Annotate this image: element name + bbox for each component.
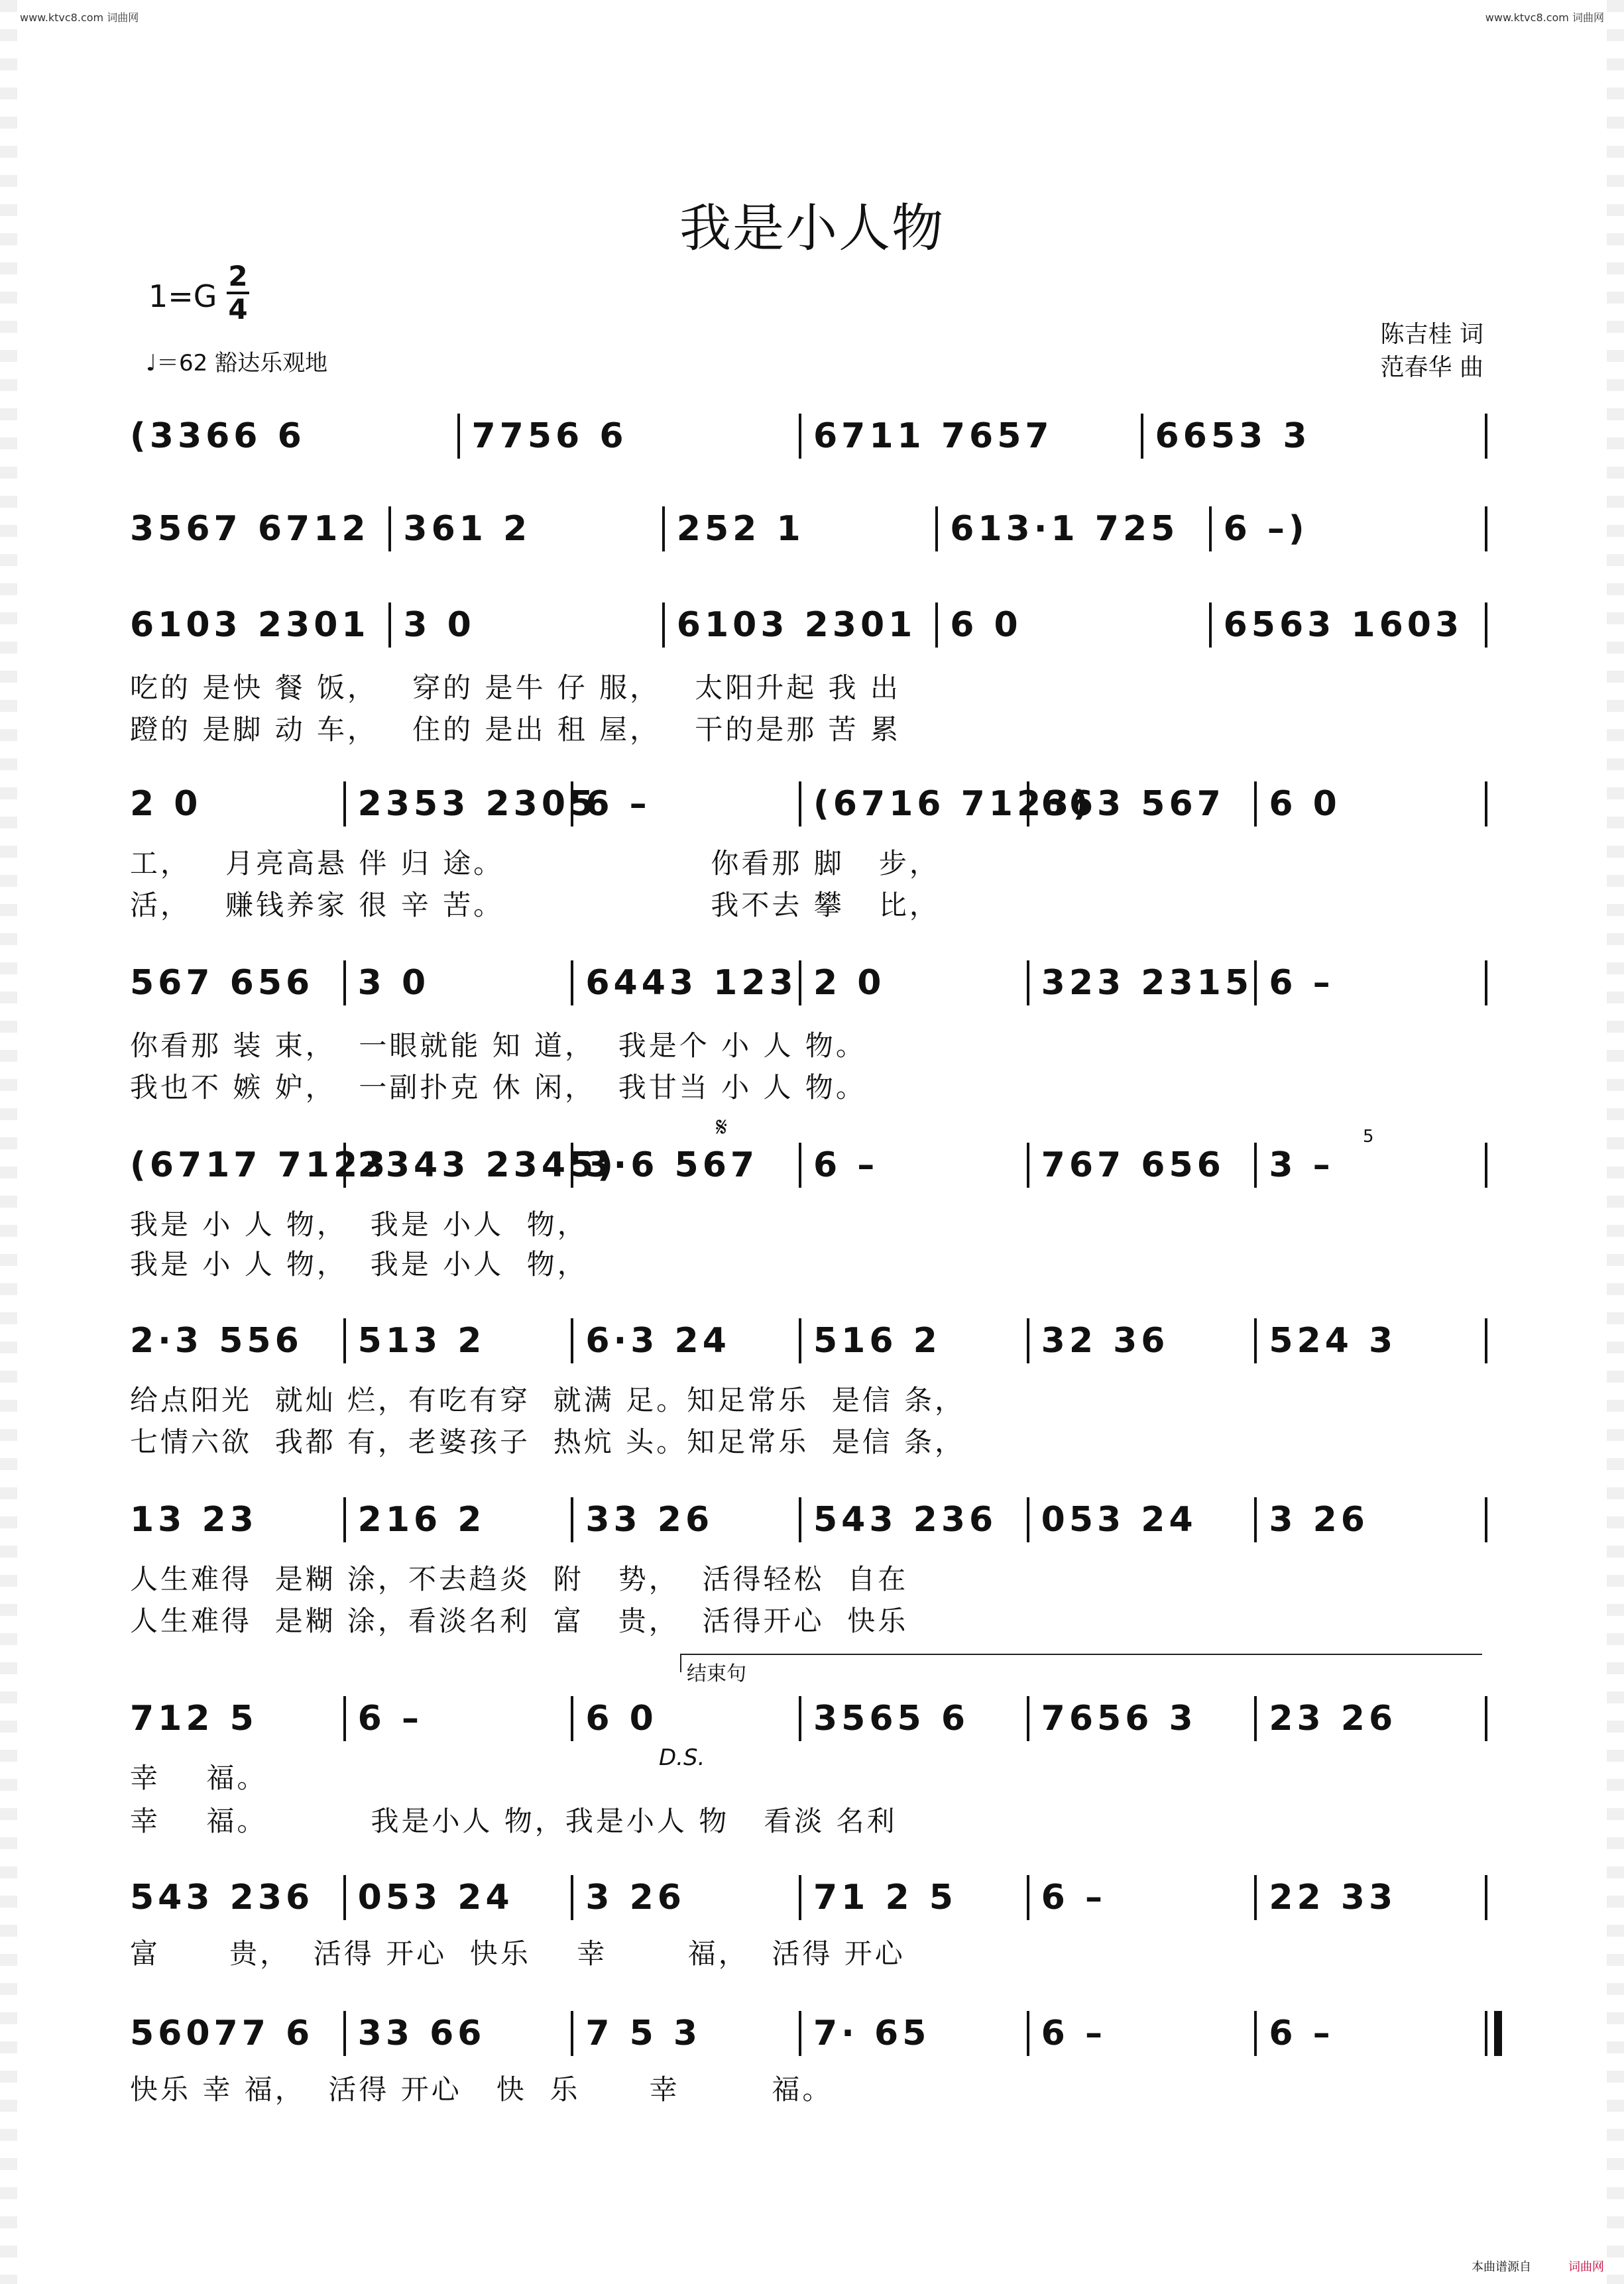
grace-note: 5 [1363, 1127, 1374, 1147]
lyric-line: 吃的 是快 餐 饭， 穿的 是牛 仔 服， 太阳升起 我 出 [130, 671, 901, 704]
measure: 2343 2345) [357, 1145, 617, 1185]
measure: 6103 2301 [676, 605, 917, 645]
barline [1485, 1318, 1487, 1363]
notation-row [125, 504, 1491, 554]
measure: 6711 7657 [813, 416, 1053, 456]
notation-row [125, 1140, 1491, 1190]
measure: 6 – [1269, 963, 1334, 1003]
lyric-line: 人生难得 是糊 涂，看淡名利 富 贵， 活得开心 快乐 [130, 1605, 909, 1637]
measure: 663 567 [1041, 784, 1225, 824]
barline [1485, 960, 1487, 1005]
barline [799, 1497, 801, 1542]
time-top: 2 [228, 260, 248, 292]
coda-bracket [680, 1654, 1482, 1655]
measure: 6·3 24 [585, 1321, 730, 1361]
notation-row [125, 958, 1491, 1008]
barline [1141, 414, 1143, 459]
lyric-line: 幸 福。 我是小人 物，我是小人 物 看淡 名利 [130, 1805, 898, 1837]
measure: 2·3 556 [130, 1321, 303, 1361]
barline [1485, 1696, 1487, 1741]
barline [1254, 1497, 1257, 1542]
coda-label: 结束句 [687, 1662, 746, 1685]
measure: 323 2315 [1041, 963, 1253, 1003]
header-left [20, 9, 139, 25]
barline [1485, 506, 1487, 551]
measure: 7756 6 [471, 416, 628, 456]
lyric-line: 给点阳光 就灿 烂，有吃有穿 就满 足。知足常乐 是信 条， [130, 1384, 966, 1416]
time-bottom: 4 [228, 293, 248, 325]
notation-row [125, 1316, 1491, 1366]
measure: (6716 7123) [813, 784, 1093, 824]
barline [1027, 781, 1029, 827]
header-site: www.ktvc8.com [20, 11, 104, 24]
barline [799, 414, 801, 459]
segno-sign: 𝄋 [716, 1112, 728, 1143]
lyric-line: 工， 月亮高悬 伴 归 途。 你看那 脚 步， [130, 847, 940, 880]
measure: 516 2 [813, 1321, 941, 1361]
barline [343, 2011, 346, 2056]
measure: 3 26 [1269, 1500, 1369, 1540]
barline [343, 960, 346, 1005]
measure: 2 0 [130, 784, 202, 824]
barline [1027, 1318, 1029, 1363]
measure: (6717 7123 [130, 1145, 390, 1185]
measure: 712 5 [130, 1699, 258, 1739]
barline [935, 506, 938, 551]
tempo-marking: ♩＝62 豁达乐观地 [146, 350, 328, 376]
measure: 6 – [585, 784, 651, 824]
coda-bracket-tick [680, 1654, 681, 1672]
measure: 2353 2305 [357, 784, 598, 824]
measure: 3565 6 [813, 1699, 970, 1739]
measure: 23 26 [1269, 1699, 1397, 1739]
barline [343, 1875, 346, 1920]
measure: 6 – [1041, 2014, 1106, 2053]
header-brand: 词曲网 [107, 11, 139, 24]
ds-marking: D.S. [659, 1744, 705, 1771]
barline [571, 1875, 573, 1920]
measure: 252 1 [676, 509, 805, 549]
measure: 22 33 [1269, 1878, 1397, 1917]
notation-row [125, 600, 1491, 650]
notation-row [125, 779, 1491, 829]
notation-row [125, 1693, 1491, 1744]
measure: 216 2 [357, 1500, 486, 1540]
barline [662, 506, 665, 551]
barline [457, 414, 460, 459]
barline [1254, 1143, 1257, 1188]
measure: 13 23 [130, 1500, 258, 1540]
measure: 3 0 [357, 963, 430, 1003]
barline [1027, 1875, 1029, 1920]
measure: 6 – [813, 1145, 879, 1185]
footer-text: 本曲谱源自 [1472, 2260, 1531, 2274]
measure: 6563 1603 [1223, 605, 1464, 645]
barline [799, 1143, 801, 1188]
barline [1027, 1497, 1029, 1542]
measure: 513 2 [357, 1321, 486, 1361]
notation-row [125, 1495, 1491, 1545]
measure: 3 – [1269, 1145, 1334, 1185]
barline [571, 1143, 573, 1188]
measure: 567 656 [130, 963, 314, 1003]
barline [343, 1143, 346, 1188]
measure: 71 2 5 [813, 1878, 957, 1917]
time-signature [227, 262, 249, 323]
measure: 6 – [1041, 1878, 1106, 1917]
barline [1485, 1143, 1487, 1188]
measure: 7 5 3 [585, 2014, 702, 2053]
measure: 3·6 567 [585, 1145, 759, 1185]
barline [1254, 1875, 1257, 1920]
lyric-line: 快乐 幸 福， 活得 开心 快 乐 幸 福。 [130, 2073, 833, 2106]
key-signature: 1=G [148, 278, 217, 314]
measure: 6 0 [585, 1699, 658, 1739]
barline [799, 1875, 801, 1920]
barline [799, 1696, 801, 1741]
measure: (3366 6 [130, 416, 306, 456]
measure: 3 0 [403, 605, 475, 645]
measure: 33 26 [585, 1500, 714, 1540]
lyric-line: 活， 赚钱养家 很 辛 苦。 我不去 攀 比， [130, 889, 940, 921]
measure: 6443 123 [585, 963, 797, 1003]
lyric-line: 我是 小 人 物， 我是 小人 物， [130, 1248, 588, 1281]
barline [935, 602, 938, 648]
barline [1485, 1497, 1487, 1542]
barline [799, 1318, 801, 1363]
measure: 32 36 [1041, 1321, 1169, 1361]
measure: 33 66 [357, 2014, 486, 2053]
barline [343, 1318, 346, 1363]
barline [1254, 960, 1257, 1005]
barline [571, 960, 573, 1005]
measure: 2 0 [813, 963, 886, 1003]
notation-row [125, 1872, 1491, 1923]
lyric-line: 我也不 嫉 妒， 一副扑克 休 闲， 我甘当 小 人 物。 [130, 1071, 866, 1104]
song-title: 我是小人物 [679, 199, 945, 258]
barline [571, 1318, 573, 1363]
lyricist: 陈吉桂 词 [1380, 321, 1483, 348]
measure: 524 3 [1269, 1321, 1397, 1361]
barline [388, 602, 391, 648]
measure: 6 – [357, 1699, 423, 1739]
header-brand: 词曲网 [1572, 11, 1604, 24]
measure: 053 24 [357, 1878, 514, 1917]
barline [662, 602, 665, 648]
measure: 543 236 [130, 1878, 314, 1917]
header-right [1485, 9, 1604, 25]
measure: 6 – [1269, 2014, 1334, 2053]
measure: 56077 6 [130, 2014, 314, 2053]
measure: 361 2 [403, 509, 532, 549]
measure: 6 –) [1223, 509, 1308, 549]
right-margin-strip [1607, 0, 1624, 2284]
lyric-line: 幸 福。 [130, 1762, 268, 1794]
barline [1027, 960, 1029, 1005]
barline [571, 2011, 573, 2056]
measure: 053 24 [1041, 1500, 1197, 1540]
notation-row [125, 2008, 1491, 2059]
measure: 7656 3 [1041, 1699, 1197, 1739]
barline [1254, 1318, 1257, 1363]
barline [1027, 2011, 1029, 2056]
barline [1485, 781, 1487, 827]
lyric-line: 人生难得 是糊 涂，不去趋炎 附 势， 活得轻松 自在 [130, 1563, 909, 1595]
left-margin-strip [0, 0, 17, 2284]
lyric-line: 你看那 装 束， 一眼就能 知 道， 我是个 小 人 物。 [130, 1029, 866, 1062]
lyric-line: 蹬的 是脚 动 车， 住的 是出 租 屋， 干的是那 苦 累 [130, 713, 901, 746]
barline [1485, 1875, 1487, 1920]
measure: 6653 3 [1155, 416, 1311, 456]
notation-row [125, 411, 1491, 461]
footer-brand: 词曲网 [1568, 2260, 1604, 2274]
final-barline [1485, 2011, 1502, 2056]
barline [1254, 2011, 1257, 2056]
composer: 范春华 曲 [1380, 354, 1483, 381]
measure: 543 236 [813, 1500, 998, 1540]
barline [1027, 1143, 1029, 1188]
lyric-line: 我是 小 人 物， 我是 小人 物， [130, 1208, 588, 1241]
measure: 3567 6712 [130, 509, 370, 549]
measure: 613·1 725 [950, 509, 1179, 549]
measure: 767 656 [1041, 1145, 1225, 1185]
barline [1254, 781, 1257, 827]
barline [1254, 1696, 1257, 1741]
measure: 6 0 [1269, 784, 1341, 824]
barline [1485, 414, 1487, 459]
barline [1209, 506, 1212, 551]
measure: 7· 65 [813, 2014, 931, 2053]
measure: 6 0 [950, 605, 1022, 645]
barline [799, 960, 801, 1005]
header-site: www.ktvc8.com [1485, 11, 1569, 24]
barline [571, 1497, 573, 1542]
barline [343, 781, 346, 827]
barline [388, 506, 391, 551]
lyric-line: 七情六欲 我都 有，老婆孩子 热炕 头。知足常乐 是信 条， [130, 1426, 966, 1458]
barline [799, 2011, 801, 2056]
barline [343, 1497, 346, 1542]
lyric-line: 富 贵， 活得 开心 快乐 幸 福， 活得 开心 [130, 1937, 905, 1970]
barline [1027, 1696, 1029, 1741]
measure: 3 26 [585, 1878, 685, 1917]
measure: 6103 2301 [130, 605, 370, 645]
barline [1209, 602, 1212, 648]
barline [571, 781, 573, 827]
barline [343, 1696, 346, 1741]
barline [571, 1696, 573, 1741]
barline [1485, 602, 1487, 648]
barline [799, 781, 801, 827]
